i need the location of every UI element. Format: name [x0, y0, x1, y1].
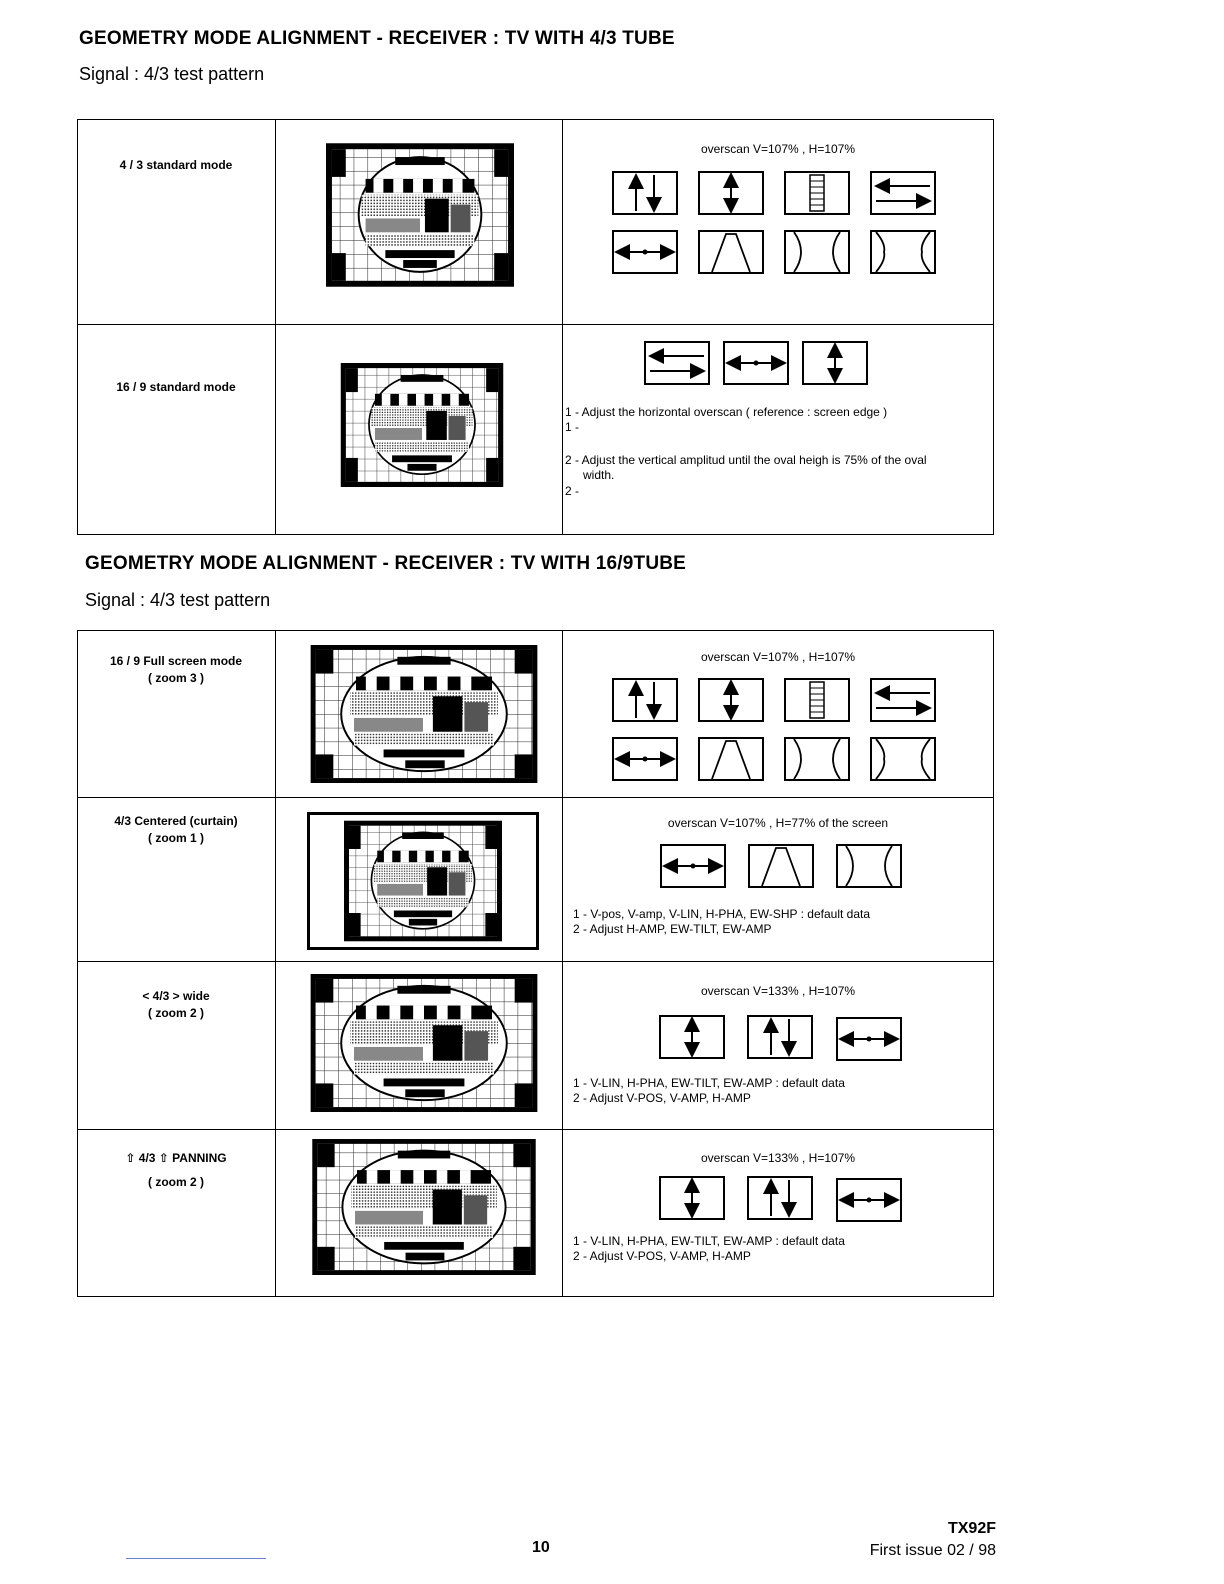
- mode-label: 16 / 9 standard mode: [116, 380, 236, 394]
- vertical-position-icon: [612, 678, 678, 722]
- ew-pincushion-icon: [836, 844, 902, 888]
- horizontal-shift-icon: [870, 678, 936, 722]
- vertical-amplitude-icon: [802, 341, 868, 385]
- ew-trapezium-icon: [698, 230, 764, 274]
- model-label: TX92F: [947, 1520, 996, 1537]
- test-pattern-image: [326, 143, 514, 287]
- mode-label: 4/3 Centered (curtain): [114, 814, 238, 828]
- curtain-frame: [307, 812, 539, 950]
- overscan-caption: overscan V=107% , H=107%: [700, 142, 856, 156]
- horizontal-amplitude-icon: [612, 737, 678, 781]
- ew-trapezium-icon: [698, 737, 764, 781]
- ew-trapezium-icon: [748, 844, 814, 888]
- footer-rule: [126, 1558, 266, 1559]
- test-pattern-image: [339, 363, 505, 487]
- zoom-label: ( zoom 2 ): [148, 1006, 204, 1020]
- instruction-note: 1 -: [565, 420, 580, 434]
- section1-table: [77, 119, 994, 535]
- instruction-note: 2 - Adjust H-AMP, EW-TILT, EW-AMP: [573, 922, 772, 936]
- ew-corner-icon: [870, 230, 936, 274]
- mode-label: 16 / 9 Full screen mode: [109, 654, 243, 668]
- horizontal-amplitude-icon: [836, 1178, 902, 1222]
- horizontal-amplitude-icon: [723, 341, 789, 385]
- overscan-caption: overscan V=133% , H=107%: [700, 1151, 856, 1165]
- horizontal-shift-icon: [644, 341, 710, 385]
- horizontal-shift-icon: [870, 171, 936, 215]
- zoom-label: ( zoom 1 ): [148, 831, 204, 845]
- vertical-linearity-icon: [784, 678, 850, 722]
- ew-pincushion-icon: [784, 230, 850, 274]
- vertical-amplitude-icon: [659, 1176, 725, 1220]
- instruction-note: 1 - V-LIN, H-PHA, EW-TILT, EW-AMP : default data: [573, 1076, 845, 1090]
- section2-signal: Signal : 4/3 test pattern: [85, 590, 271, 610]
- vertical-position-icon: [747, 1015, 813, 1059]
- instruction-note: 1 - V-pos, V-amp, V-LIN, H-PHA, EW-SHP : default data: [573, 907, 871, 921]
- instruction-note: width.: [583, 468, 615, 482]
- vertical-amplitude-icon: [659, 1015, 725, 1059]
- section2-heading: GEOMETRY MODE ALIGNMENT - RECEIVER : TV WITH 16/9TUBE: [85, 553, 687, 574]
- instruction-note: 2 - Adjust V-POS, V-AMP, H-AMP: [573, 1091, 751, 1105]
- vertical-amplitude-icon: [698, 171, 764, 215]
- test-pattern-image: [309, 645, 539, 783]
- issue-label: First issue 02 / 98: [869, 1542, 996, 1559]
- vertical-position-icon: [747, 1176, 813, 1220]
- zoom-label: ( zoom 3 ): [148, 671, 204, 685]
- test-pattern-image: [309, 974, 539, 1112]
- ew-corner-icon: [870, 737, 936, 781]
- section1-heading: GEOMETRY MODE ALIGNMENT - RECEIVER : TV WITH 4/3 TUBE: [79, 28, 675, 49]
- horizontal-amplitude-icon: [612, 230, 678, 274]
- instruction-note: 2 -: [565, 484, 580, 498]
- section2-table: [77, 630, 994, 1297]
- instruction-note: 1 - V-LIN, H-PHA, EW-TILT, EW-AMP : default data: [573, 1234, 845, 1248]
- test-pattern-image: [344, 815, 502, 947]
- zoom-label: ( zoom 2 ): [148, 1175, 204, 1189]
- horizontal-amplitude-icon: [836, 1017, 902, 1061]
- mode-label: 4 / 3 standard mode: [119, 158, 233, 172]
- overscan-caption: overscan V=107% , H=107%: [700, 650, 856, 664]
- ew-pincushion-icon: [784, 737, 850, 781]
- overscan-caption: overscan V=107% , H=77% of the screen: [667, 816, 889, 830]
- vertical-amplitude-icon: [698, 678, 764, 722]
- vertical-linearity-icon: [784, 171, 850, 215]
- overscan-caption: overscan V=133% , H=107%: [700, 984, 856, 998]
- instruction-note: 2 - Adjust the vertical amplitud until the oval heigh is 75% of the oval: [565, 453, 927, 467]
- vertical-position-icon: [612, 171, 678, 215]
- instruction-note: 1 - Adjust the horizontal overscan ( reference : screen edge ): [565, 405, 888, 419]
- instruction-note: 2 - Adjust V-POS, V-AMP, H-AMP: [573, 1249, 751, 1263]
- mode-label: ⇧ 4/3 ⇧ PANNING: [125, 1151, 227, 1165]
- test-pattern-image: [309, 1139, 539, 1275]
- page-number: 10: [532, 1539, 550, 1556]
- mode-label: < 4/3 > wide: [142, 989, 210, 1003]
- section1-signal: Signal : 4/3 test pattern: [79, 64, 265, 84]
- horizontal-amplitude-icon: [660, 844, 726, 888]
